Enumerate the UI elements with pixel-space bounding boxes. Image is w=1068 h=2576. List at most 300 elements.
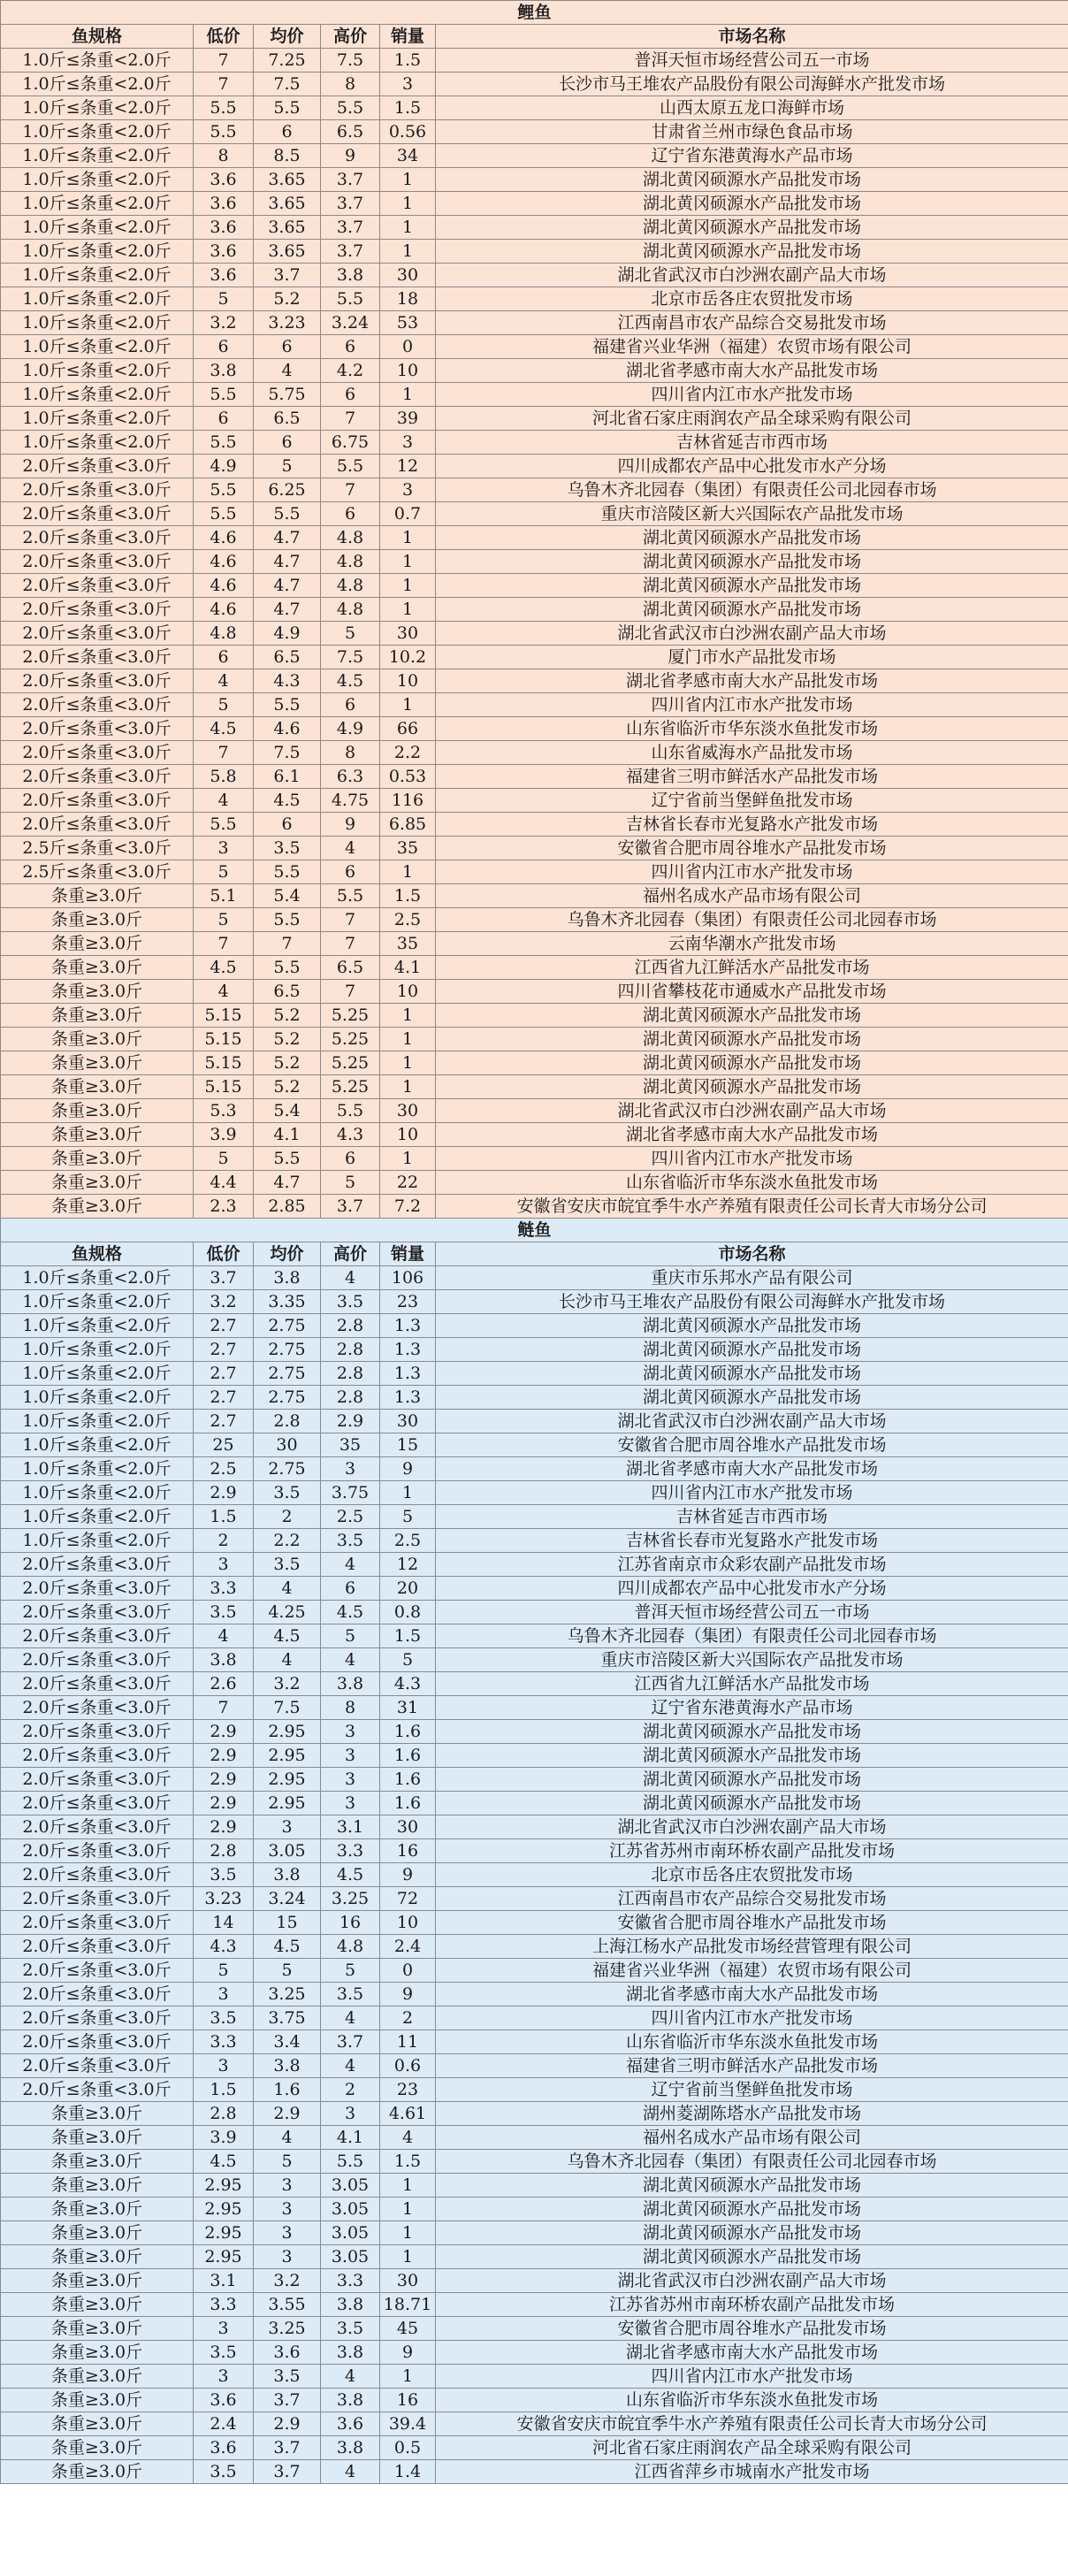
table-cell: 2 [380, 2007, 436, 2030]
table-cell: 5 [194, 1959, 254, 1983]
table-row [1, 2102, 1068, 2126]
table-cell: 1.5 [380, 884, 436, 908]
table-cell: 3.23 [194, 1887, 254, 1911]
table-cell: 3.75 [321, 1481, 380, 1505]
table-cell: 3 [254, 2221, 321, 2245]
table-cell: 72 [380, 1887, 436, 1911]
table-cell: 重庆市涪陵区新大兴国际农产品批发市场 [436, 1648, 1068, 1672]
table-cell: 湖北省武汉市白沙洲农副产品大市场 [436, 264, 1068, 287]
table-cell: 2.0斤≤条重<3.0斤 [1, 741, 194, 765]
table-row [1, 622, 1068, 646]
table-cell: 吉林省延吉市西市场 [436, 431, 1068, 455]
table-row [1, 1648, 1068, 1672]
table-row [1, 49, 1068, 73]
table-cell: 5.5 [254, 956, 321, 980]
table-cell: 6.5 [321, 120, 380, 144]
table-cell: 5.5 [194, 383, 254, 407]
table-cell: 1.0斤≤条重<2.0斤 [1, 216, 194, 240]
table-cell: 湖北黄冈硕源水产品批发市场 [436, 1314, 1068, 1338]
table-cell: 乌鲁木齐北园春（集团）有限责任公司北园春市场 [436, 1624, 1068, 1648]
table-cell: 3.5 [321, 1529, 380, 1553]
table-cell: 5.2 [254, 1004, 321, 1028]
table-cell: 2.0斤≤条重<3.0斤 [1, 1696, 194, 1720]
table-cell: 2.0斤≤条重<3.0斤 [1, 550, 194, 574]
table-row [1, 1338, 1068, 1362]
table-cell: 8 [321, 73, 380, 96]
column-header: 高价 [321, 1242, 380, 1266]
table-cell: 4.8 [321, 574, 380, 598]
table-cell: 3.6 [194, 2436, 254, 2460]
table-cell: 6.5 [254, 980, 321, 1004]
table-cell: 福建省三明市鲜活水产品批发市场 [436, 765, 1068, 789]
table-cell: 1.0斤≤条重<2.0斤 [1, 1481, 194, 1505]
table-cell: 四川成都农产品中心批发市水产分场 [436, 1577, 1068, 1601]
table-cell: 5.5 [194, 96, 254, 120]
table-cell: 3.6 [194, 240, 254, 264]
table-cell: 10 [380, 1911, 436, 1935]
table-cell: 1.0斤≤条重<2.0斤 [1, 383, 194, 407]
table-cell: 5 [380, 1648, 436, 1672]
table-cell: 4.5 [254, 1935, 321, 1959]
table-cell: 30 [380, 1815, 436, 1839]
table-cell: 18.71 [380, 2293, 436, 2317]
table-cell: 3 [321, 2102, 380, 2126]
table-cell: 条重≥3.0斤 [1, 932, 194, 956]
table-cell: 2.0斤≤条重<3.0斤 [1, 1648, 194, 1672]
table-cell: 1.0斤≤条重<2.0斤 [1, 168, 194, 192]
table-cell: 2.8 [194, 2102, 254, 2126]
table-cell: 7.5 [254, 73, 321, 96]
table-row [1, 1147, 1068, 1171]
table-cell: 3.65 [254, 216, 321, 240]
table-cell: 5.2 [254, 1028, 321, 1051]
table-row [1, 717, 1068, 741]
table-cell: 2.0斤≤条重<3.0斤 [1, 1863, 194, 1887]
table-cell: 4.8 [194, 622, 254, 646]
table-row [1, 1768, 1068, 1792]
table-cell: 10 [380, 359, 436, 383]
table-row [1, 765, 1068, 789]
table-cell: 2.9 [194, 1768, 254, 1792]
table-cell: 30 [380, 622, 436, 646]
silver-carp-section [1, 1219, 1068, 2484]
table-cell: 2.9 [254, 2102, 321, 2126]
table-cell: 江苏省苏州市南环桥农副产品批发市场 [436, 1839, 1068, 1863]
table-cell: 30 [380, 264, 436, 287]
table-cell: 2.0斤≤条重<3.0斤 [1, 1887, 194, 1911]
table-cell: 11 [380, 2030, 436, 2054]
table-cell: 5.4 [254, 1099, 321, 1123]
table-cell: 1.0斤≤条重<2.0斤 [1, 1433, 194, 1457]
table-row [1, 2126, 1068, 2150]
table-row [1, 860, 1068, 884]
table-cell: 2.0斤≤条重<3.0斤 [1, 1624, 194, 1648]
table-row [1, 192, 1068, 216]
table-cell: 2.8 [321, 1314, 380, 1338]
table-cell: 1.5 [194, 2078, 254, 2102]
table-cell: 2.5 [194, 1457, 254, 1481]
table-cell: 4.25 [254, 1601, 321, 1624]
table-row [1, 1171, 1068, 1195]
table-cell: 湖北黄冈硕源水产品批发市场 [436, 1720, 1068, 1744]
table-cell: 4 [321, 2007, 380, 2030]
table-cell: 条重≥3.0斤 [1, 2102, 194, 2126]
table-cell: 湖北黄冈硕源水产品批发市场 [436, 1004, 1068, 1028]
table-cell: 北京市岳各庄农贸批发市场 [436, 1863, 1068, 1887]
table-cell: 3.55 [254, 2293, 321, 2317]
table-cell: 5 [254, 455, 321, 478]
table-cell: 4.6 [194, 526, 254, 550]
table-cell: 湖北黄冈硕源水产品批发市场 [436, 1075, 1068, 1099]
table-cell: 湖北省武汉市白沙洲农副产品大市场 [436, 2269, 1068, 2293]
table-cell: 辽宁省前当堡鲜鱼批发市场 [436, 789, 1068, 813]
table-cell: 4 [380, 2126, 436, 2150]
table-cell: 条重≥3.0斤 [1, 2293, 194, 2317]
table-cell: 5.5 [194, 813, 254, 837]
table-cell: 3.3 [194, 2293, 254, 2317]
table-cell: 30 [380, 1099, 436, 1123]
table-cell: 辽宁省东港黄海水产品市场 [436, 1696, 1068, 1720]
table-cell: 6.1 [254, 765, 321, 789]
table-cell: 6.25 [254, 478, 321, 502]
table-cell: 条重≥3.0斤 [1, 2460, 194, 2484]
table-row [1, 2054, 1068, 2078]
table-cell: 4.6 [194, 550, 254, 574]
table-row [1, 2198, 1068, 2221]
table-cell: 2.8 [321, 1362, 380, 1386]
section-title-row [1, 1, 1068, 25]
table-cell: 条重≥3.0斤 [1, 1051, 194, 1075]
table-row [1, 144, 1068, 168]
table-cell: 3.8 [254, 2054, 321, 2078]
table-cell: 7.5 [321, 646, 380, 669]
table-cell: 2.0斤≤条重<3.0斤 [1, 1553, 194, 1577]
table-cell: 2.3 [194, 1195, 254, 1219]
table-cell: 条重≥3.0斤 [1, 2269, 194, 2293]
table-row [1, 168, 1068, 192]
table-cell: 5 [254, 1959, 321, 1983]
table-cell: 4.5 [321, 1601, 380, 1624]
table-row [1, 1744, 1068, 1768]
table-cell: 106 [380, 1266, 436, 1290]
table-cell: 6 [321, 693, 380, 717]
table-cell: 长沙市马王堆农产品股份有限公司海鲜水产批发市场 [436, 1290, 1068, 1314]
table-cell: 2.9 [194, 1792, 254, 1815]
table-cell: 江苏省南京市众彩农副产品批发市场 [436, 1553, 1068, 1577]
table-cell: 5.5 [194, 431, 254, 455]
table-cell: 北京市岳各庄农贸批发市场 [436, 287, 1068, 311]
table-cell: 2.4 [194, 2412, 254, 2436]
table-cell: 5.2 [254, 1075, 321, 1099]
table-cell: 1 [380, 860, 436, 884]
table-cell: 湖北省孝感市南大水产品批发市场 [436, 1457, 1068, 1481]
table-cell: 山东省临沂市华东淡水鱼批发市场 [436, 2030, 1068, 2054]
table-cell: 2.0斤≤条重<3.0斤 [1, 1577, 194, 1601]
table-cell: 3.7 [254, 2436, 321, 2460]
table-cell: 1 [380, 2245, 436, 2269]
table-cell: 2.0斤≤条重<3.0斤 [1, 789, 194, 813]
table-row [1, 287, 1068, 311]
table-cell: 3.3 [321, 2269, 380, 2293]
table-cell: 1.0斤≤条重<2.0斤 [1, 287, 194, 311]
table-cell: 3.05 [321, 2245, 380, 2269]
table-cell: 江苏省苏州市南环桥农副产品批发市场 [436, 2293, 1068, 2317]
table-cell: 5.25 [321, 1051, 380, 1075]
table-cell: 2.0斤≤条重<3.0斤 [1, 717, 194, 741]
table-cell: 4.61 [380, 2102, 436, 2126]
table-row [1, 2221, 1068, 2245]
table-row [1, 2078, 1068, 2102]
table-cell: 3.8 [321, 2341, 380, 2365]
table-cell: 1 [380, 383, 436, 407]
table-cell: 安徽省合肥市周谷堆水产品批发市场 [436, 2317, 1068, 2341]
table-cell: 4.75 [321, 789, 380, 813]
table-cell: 1.6 [380, 1768, 436, 1792]
table-cell: 3.6 [194, 192, 254, 216]
table-cell: 1 [380, 168, 436, 192]
table-cell: 福州名成水产品市场有限公司 [436, 2126, 1068, 2150]
table-cell: 2.5斤≤条重<3.0斤 [1, 860, 194, 884]
table-row [1, 956, 1068, 980]
table-cell: 3.24 [321, 311, 380, 335]
table-cell: 4.3 [380, 1672, 436, 1696]
table-cell: 0.53 [380, 765, 436, 789]
table-row [1, 1911, 1068, 1935]
table-cell: 湖北省孝感市南大水产品批发市场 [436, 669, 1068, 693]
table-cell: 3.05 [321, 2198, 380, 2221]
table-cell: 湖北省武汉市白沙洲农副产品大市场 [436, 1815, 1068, 1839]
table-cell: 8.5 [254, 144, 321, 168]
table-cell: 4.9 [321, 717, 380, 741]
table-cell: 安徽省合肥市周谷堆水产品批发市场 [436, 1433, 1068, 1457]
table-cell: 条重≥3.0斤 [1, 1099, 194, 1123]
table-row [1, 1672, 1068, 1696]
table-row [1, 1266, 1068, 1290]
table-row [1, 1601, 1068, 1624]
table-cell: 四川省内江市水产批发市场 [436, 1147, 1068, 1171]
table-cell: 23 [380, 2078, 436, 2102]
table-cell: 35 [380, 837, 436, 860]
table-cell: 3 [380, 431, 436, 455]
table-cell: 2.95 [254, 1792, 321, 1815]
table-cell: 1 [380, 693, 436, 717]
table-row [1, 741, 1068, 765]
table-row [1, 264, 1068, 287]
table-cell: 4.5 [321, 669, 380, 693]
table-cell: 湖北黄冈硕源水产品批发市场 [436, 168, 1068, 192]
table-cell: 2.95 [194, 2198, 254, 2221]
table-cell: 2.0斤≤条重<3.0斤 [1, 2007, 194, 2030]
table-cell: 3 [194, 2054, 254, 2078]
table-cell: 山东省临沂市华东淡水鱼批发市场 [436, 1171, 1068, 1195]
table-cell: 2 [194, 1529, 254, 1553]
table-row [1, 455, 1068, 478]
table-cell: 1 [380, 2221, 436, 2245]
table-cell: 1.6 [380, 1792, 436, 1815]
table-cell: 4 [194, 980, 254, 1004]
table-row [1, 2150, 1068, 2174]
table-cell: 条重≥3.0斤 [1, 2221, 194, 2245]
table-cell: 1.0斤≤条重<2.0斤 [1, 1266, 194, 1290]
header-row [1, 1242, 1068, 1266]
table-cell: 3.6 [321, 2412, 380, 2436]
column-header: 均价 [254, 25, 321, 49]
table-cell: 7 [321, 980, 380, 1004]
table-cell: 5.15 [194, 1004, 254, 1028]
table-cell: 6 [321, 860, 380, 884]
table-cell: 1.0斤≤条重<2.0斤 [1, 311, 194, 335]
table-cell: 四川省内江市水产批发市场 [436, 383, 1068, 407]
table-cell: 5.5 [254, 693, 321, 717]
table-cell: 1 [380, 192, 436, 216]
table-cell: 4.1 [380, 956, 436, 980]
table-cell: 1.6 [380, 1744, 436, 1768]
table-cell: 江西南昌市农产品综合交易批发市场 [436, 1887, 1068, 1911]
table-cell: 2.0斤≤条重<3.0斤 [1, 1935, 194, 1959]
table-row [1, 789, 1068, 813]
table-cell: 7.25 [254, 49, 321, 73]
table-row [1, 1935, 1068, 1959]
table-row [1, 1887, 1068, 1911]
table-row [1, 813, 1068, 837]
table-cell: 1 [380, 526, 436, 550]
table-cell: 5.5 [194, 120, 254, 144]
table-cell: 0.7 [380, 502, 436, 526]
table-cell: 5.15 [194, 1051, 254, 1075]
table-cell: 116 [380, 789, 436, 813]
table-cell: 3.7 [321, 168, 380, 192]
table-cell: 3 [254, 2174, 321, 2198]
table-cell: 3.8 [321, 2293, 380, 2317]
table-cell: 3.1 [321, 1815, 380, 1839]
table-cell: 5 [254, 2150, 321, 2174]
table-cell: 6.85 [380, 813, 436, 837]
table-cell: 3.7 [321, 2030, 380, 2054]
table-cell: 9 [321, 144, 380, 168]
table-row [1, 1505, 1068, 1529]
table-cell: 3 [194, 2317, 254, 2341]
table-cell: 0 [380, 335, 436, 359]
table-cell: 条重≥3.0斤 [1, 2365, 194, 2389]
table-cell: 5.5 [321, 287, 380, 311]
table-cell: 1.0斤≤条重<2.0斤 [1, 120, 194, 144]
table-cell: 2.95 [254, 1744, 321, 1768]
table-cell: 7 [254, 932, 321, 956]
table-cell: 1.5 [380, 96, 436, 120]
table-cell: 3.5 [194, 2341, 254, 2365]
table-row [1, 1553, 1068, 1577]
table-cell: 3.05 [254, 1839, 321, 1863]
table-row [1, 1959, 1068, 1983]
table-row [1, 2293, 1068, 2317]
table-row [1, 669, 1068, 693]
table-cell: 3.9 [194, 1123, 254, 1147]
table-cell: 2.9 [194, 1744, 254, 1768]
table-row [1, 2030, 1068, 2054]
table-cell: 湖北黄冈硕源水产品批发市场 [436, 192, 1068, 216]
table-cell: 3.6 [194, 264, 254, 287]
table-cell: 34 [380, 144, 436, 168]
table-cell: 2.0斤≤条重<3.0斤 [1, 1744, 194, 1768]
table-cell: 湖北黄冈硕源水产品批发市场 [436, 1051, 1068, 1075]
table-cell: 7 [194, 73, 254, 96]
table-cell: 4.7 [254, 574, 321, 598]
table-cell: 4.3 [254, 669, 321, 693]
table-cell: 四川省内江市水产批发市场 [436, 860, 1068, 884]
table-row [1, 2365, 1068, 2389]
table-cell: 4.3 [194, 1935, 254, 1959]
table-cell: 3 [380, 73, 436, 96]
table-cell: 3.35 [254, 1290, 321, 1314]
table-cell: 4.1 [254, 1123, 321, 1147]
table-cell: 66 [380, 717, 436, 741]
table-cell: 1.3 [380, 1386, 436, 1410]
table-cell: 2.2 [254, 1529, 321, 1553]
section-title-row [1, 1219, 1068, 1242]
table-cell: 条重≥3.0斤 [1, 2126, 194, 2150]
table-row [1, 1433, 1068, 1457]
table-cell: 2.0斤≤条重<3.0斤 [1, 1815, 194, 1839]
table-cell: 3.25 [254, 1983, 321, 2007]
table-cell: 3.8 [321, 2389, 380, 2412]
table-cell: 4.1 [321, 2126, 380, 2150]
table-cell: 5.15 [194, 1075, 254, 1099]
table-cell: 3.2 [194, 311, 254, 335]
table-cell: 10.2 [380, 646, 436, 669]
table-cell: 30 [380, 1410, 436, 1433]
table-cell: 5 [194, 908, 254, 932]
table-cell: 条重≥3.0斤 [1, 908, 194, 932]
table-cell: 湖北黄冈硕源水产品批发市场 [436, 216, 1068, 240]
table-cell: 2.95 [194, 2245, 254, 2269]
table-row [1, 1314, 1068, 1338]
table-row [1, 908, 1068, 932]
table-cell: 四川省内江市水产批发市场 [436, 693, 1068, 717]
table-cell: 3.2 [254, 2269, 321, 2293]
table-cell: 4 [254, 1577, 321, 1601]
table-row [1, 1051, 1068, 1075]
table-cell: 普洱天恒市场经营公司五一市场 [436, 1601, 1068, 1624]
table-cell: 3.7 [194, 1266, 254, 1290]
table-cell: 5.5 [321, 2150, 380, 2174]
table-cell: 1.0斤≤条重<2.0斤 [1, 264, 194, 287]
table-cell: 39.4 [380, 2412, 436, 2436]
table-cell: 湖北省孝感市南大水产品批发市场 [436, 359, 1068, 383]
carp-section [1, 1, 1068, 1219]
table-cell: 1 [380, 2198, 436, 2221]
table-cell: 湖北黄冈硕源水产品批发市场 [436, 2245, 1068, 2269]
table-row [1, 1099, 1068, 1123]
table-cell: 2.0斤≤条重<3.0斤 [1, 1768, 194, 1792]
table-cell: 18 [380, 287, 436, 311]
table-cell: 河北省石家庄雨润农产品全球采购有限公司 [436, 2436, 1068, 2460]
table-cell: 2.9 [254, 2412, 321, 2436]
table-cell: 4 [321, 1648, 380, 1672]
table-cell: 2.85 [254, 1195, 321, 1219]
table-cell: 3.4 [254, 2030, 321, 2054]
table-cell: 1.5 [380, 1624, 436, 1648]
table-cell: 安徽省安庆市皖宜季牛水产养殖有限责任公司长青大市场分公司 [436, 1195, 1068, 1219]
table-cell: 3.25 [254, 2317, 321, 2341]
table-cell: 2.0斤≤条重<3.0斤 [1, 1959, 194, 1983]
table-cell: 2.0斤≤条重<3.0斤 [1, 813, 194, 837]
table-cell: 4 [321, 2054, 380, 2078]
table-cell: 1.3 [380, 1362, 436, 1386]
table-row [1, 980, 1068, 1004]
table-cell: 7.5 [254, 1696, 321, 1720]
table-cell: 3.3 [321, 1839, 380, 1863]
table-cell: 5.5 [254, 860, 321, 884]
